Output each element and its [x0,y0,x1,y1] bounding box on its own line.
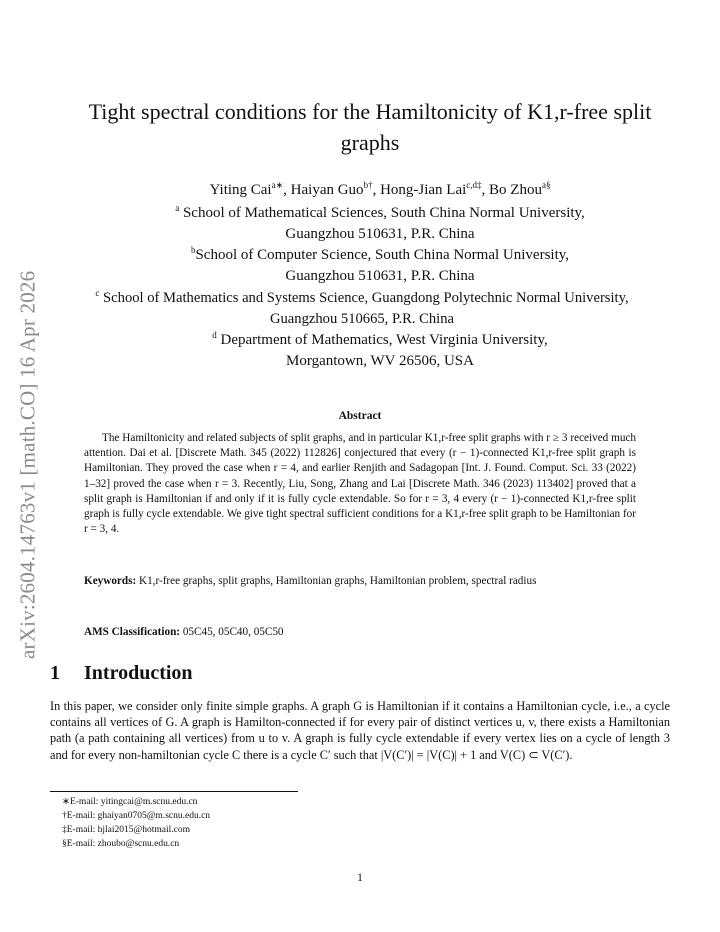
author-name: Yiting Cai [209,182,272,198]
keywords-label: Keywords: [84,575,137,587]
footnote: ∗E-mail: yitingcai@m.scnu.edu.cn [62,797,198,807]
paper-title [40,96,700,158]
ams-text: 05C45, 05C40, 05C50 [182,626,284,638]
keywords-text: K1,r-free graphs, split graphs, Hamiltonian graphs, Hamiltonian problem, spectral radius [139,575,537,587]
affiliation-address: Guangzhou 510631, P.R. China [285,268,475,284]
affiliation-d [40,325,720,372]
affiliation-c [22,283,702,330]
ams-classification [84,625,636,640]
keywords [84,574,636,589]
author-name: , Haiyan Guo [283,182,364,198]
affiliation-mark: a [175,203,180,213]
affiliation-address: Morgantown, WV 26506, USA [286,353,474,369]
arxiv-identifier: arXiv:2604.14763v1 [math.CO] 16 Apr 2026 [15,270,40,660]
affiliation-mark: d [212,330,217,340]
footnote: †E-mail: ghaiyan0705@m.scnu.edu.cn [62,811,211,821]
author-name: , Hong-Jian Lai [372,182,467,198]
section-number: 1 [50,662,60,684]
affiliation-address: Guangzhou 510665, P.R. China [269,310,455,327]
affiliation-mark: b [190,245,196,255]
author-mark: a§ [541,180,551,190]
affiliation-b [40,240,720,287]
affiliation-line: School of Mathematics and Systems Science, Guangdong Polytechnic Normal University, [103,289,629,306]
ams-label: AMS Classification: [84,626,181,638]
title-line-1: Tight spectral conditions for the Hamiltonicity of K1,r-free split [88,99,652,124]
section-title: Introduction [84,662,193,684]
page-number: 1 [357,872,363,884]
affiliation-line: School of Mathematical Sciences, South China Normal University, [182,205,585,221]
affiliation-line: Department of Mathematics, West Virginia University, [220,332,548,348]
author-mark: b† [363,180,373,190]
affiliation-mark: c [95,288,100,298]
abstract-heading: Abstract [338,410,382,422]
abstract-body: The Hamiltonicity and related subjects of split graphs, and in particular K1,r-free split graphs with r ≥ 3 received much attention. Dai et al. [Discrete Math. 345 (2022) 112826] conjectured that every (r − 1)-connected K1,r-free split graph is Hamiltonian. They proved the case when r = 4, and earlier Renjith and Sadagopan [Int. J. Found. Comput. Sci. 33 (2022) 1–32] proved the case when r = 3. Recently, Liu, Song, Zhang and Lai [Discrete Math. 346 (2023) 113402] proved that a split graph is Hamiltonian if and only if it is fully cycle extendable. So for r = 3, 4 every (r − 1)-connected K1,r-free split graph is fully cycle extendable. We give tight spectral sufficient conditions for a K1,r-free split graph to be Hamiltonian for r = 3, 4. [84,432,636,536]
author-name: , Bo Zhou [481,182,542,198]
title-line-2: graphs [340,130,400,155]
affiliation-line: School of Computer Science, South China Normal University, [195,247,570,263]
author-mark: a∗ [271,180,284,190]
affiliation-address: Guangzhou 510631, P.R. China [285,226,475,242]
footnotes [62,795,210,851]
footnote: ‡E-mail: hjlai2015@hotmail.com [62,825,191,835]
affiliation-a [40,198,720,245]
intro-paragraph: In this paper, we consider only finite simple graphs. A graph G is Hamiltonian if it contains a Hamiltonian cycle, i.e., a cycle contains all vertices of G. A graph is Hamilton-connected if for every pair of distinct vertices u, v, there exists a Hamiltonian path (a path containing all vertices) from u to v. A graph is fully cycle extendable if every vertex lies on a cycle of length 3 and for every non-hamiltonian cycle C there is a cycle C′ such that |V(C′)| = |V(C)| + 1 and V(C) ⊂ V(C′). [50,699,670,762]
footnote-rule [50,791,298,792]
footnote: §E-mail: zhoubo@scnu.edu.cn [62,839,180,849]
author-mark: c,d‡ [466,180,482,190]
